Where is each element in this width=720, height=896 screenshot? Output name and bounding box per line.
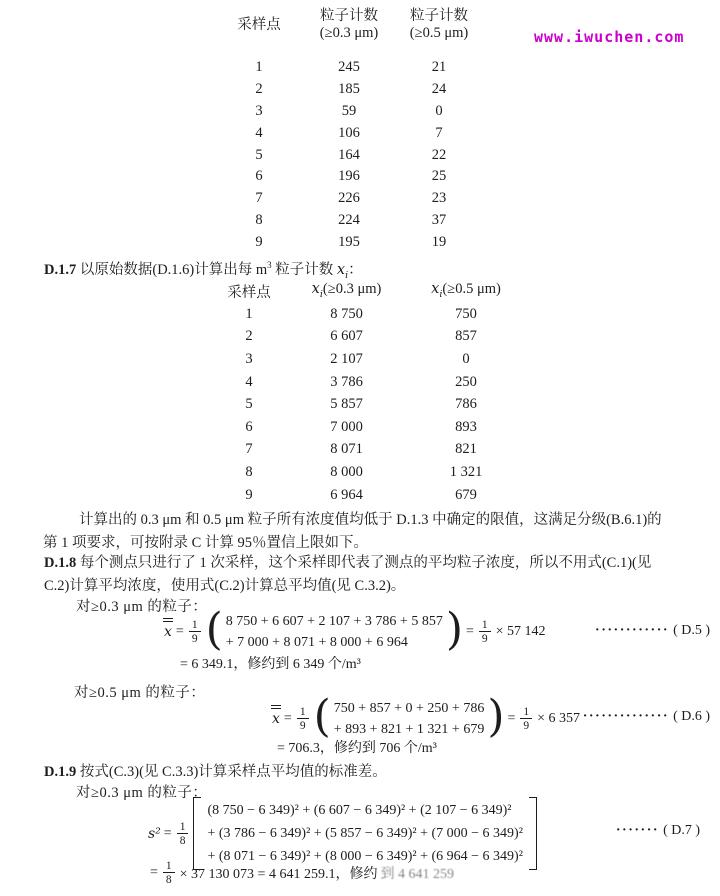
cell-xi-03: 8 000 — [330, 463, 363, 480]
per-m3-table-header — [204, 281, 533, 302]
cell-count-03: 195 — [338, 233, 360, 250]
formula-d7-result: = $\frac{1}{8}$ × 37 130 073 = 4 641 259.1，修约 到 4 641 259 — [150, 860, 454, 886]
variable-x: x — [336, 262, 346, 278]
table-row — [214, 166, 484, 188]
lead-03-particles: 对≥0.3 μm 的粒子： — [76, 599, 208, 615]
fraction-1-8: $\frac{1}{8}$ — [163, 860, 175, 886]
open-paren — [206, 610, 223, 650]
section-d19-heading: D.1.9 按式(C.3)(见 C.3.3)计算采样点平均值的标准差。 — [44, 764, 387, 780]
cell-sample-point: 2 — [255, 81, 263, 98]
equation-label-d7 — [616, 823, 700, 839]
close-paren — [487, 697, 504, 737]
x-double-bar: x — [272, 711, 280, 727]
cell-xi-05: 893 — [455, 418, 477, 435]
equation-number: ( D.5 ) — [673, 623, 710, 638]
cell-count-03: 245 — [338, 59, 360, 76]
table-row — [214, 188, 484, 210]
cell-count-03: 224 — [338, 211, 360, 228]
table-row — [214, 79, 484, 101]
cell-xi-05: 821 — [455, 441, 477, 458]
table-row — [214, 57, 484, 79]
cell-xi-05: 786 — [455, 396, 477, 413]
table-row — [214, 101, 484, 123]
cell-sample-point: 8 — [245, 463, 253, 480]
dot-leader: ······· — [615, 823, 660, 838]
dot-leader: ·············· — [582, 709, 670, 724]
table-row — [204, 326, 533, 349]
formula-d5-result: = 6 349.1，修约到 6 349 个/m³ — [180, 657, 361, 672]
paragraph-line: C.2)计算平均浓度，使用式(C.2)计算总平均值(见 C.3.2)。 — [44, 577, 406, 594]
cell-xi-03: 2 107 — [330, 350, 363, 367]
section-d18 — [44, 552, 699, 597]
cell-xi-03: 6 607 — [330, 328, 363, 345]
col-header-xi-03: $x_i(\ge 0.3$ μm) — [311, 281, 382, 300]
cell-count-05: 7 — [435, 124, 443, 141]
fraction-1-9: $\frac{1}{9}$ — [297, 706, 309, 732]
open-paren — [314, 697, 331, 737]
cell-count-03: 59 — [341, 102, 357, 119]
col-header-count-05: 粒子计数 (≥0.5 μm) — [409, 8, 469, 41]
table-row — [204, 393, 533, 416]
cell-count-05: 25 — [431, 168, 447, 185]
table-row — [214, 122, 484, 144]
formula-d6: x = $\frac{1}{9}$ ( 750 + 857 + 0 + 250 + 786 + 893 + 821 + 1 321 + 679 ) = $\frac{1}{9}$ × 6 357 — [271, 697, 580, 741]
col-header-xi-05: $x_i(\ge 0.5$ μm) — [431, 281, 501, 300]
cell-count-05: 22 — [431, 146, 447, 163]
paragraph-line: 计算出的 0.3 μm 和 0.5 μm 粒子所有浓度值均低于 D.1.3 中确定的限值，这满足分级(B.6.1)的 — [79, 512, 662, 528]
paragraph-limits — [43, 509, 698, 554]
watermark-url: www.iwuchen.com — [534, 28, 685, 46]
cell-count-03: 185 — [338, 81, 360, 98]
clause-number: D.1.9 — [44, 764, 77, 780]
equation-number: ( D.6 ) — [673, 709, 710, 724]
cell-xi-03: 6 964 — [330, 486, 363, 503]
cell-sample-point: 8 — [255, 211, 263, 228]
table-row — [204, 371, 533, 394]
cell-count-03: 226 — [338, 190, 360, 207]
cell-sample-point: 5 — [255, 146, 263, 163]
s-squared: s² — [148, 825, 161, 842]
per-m3-table-body — [204, 303, 533, 506]
x-double-bar: x — [164, 624, 172, 640]
lead-05-particles: 对≥0.5 μm 的粒子： — [74, 685, 206, 701]
cell-sample-point: 2 — [245, 328, 253, 345]
cell-xi-05: 679 — [455, 486, 477, 503]
section-d17-heading: D.1.7 以原始数据(D.1.6)计算出每 $m^3$ 粒子计数 $x_i$： — [44, 260, 363, 281]
table-row — [204, 484, 533, 507]
cell-xi-05: 750 — [455, 305, 477, 322]
cell-sample-point: 7 — [255, 190, 263, 207]
cell-xi-05: 857 — [455, 328, 477, 345]
fraction-1-8: $\frac{1}{8}$ — [177, 821, 189, 847]
equation-label-d6 — [583, 709, 710, 725]
cell-sample-point: 1 — [245, 305, 253, 322]
cell-sample-point: 6 — [255, 168, 263, 185]
cell-sample-point: 6 — [245, 418, 253, 435]
cell-xi-03: 3 786 — [330, 373, 363, 390]
cell-xi-03: 5 857 — [330, 396, 363, 413]
close-bracket — [529, 797, 537, 870]
cell-count-03: 106 — [338, 124, 360, 141]
cell-sample-point: 3 — [245, 350, 253, 367]
table-row — [204, 416, 533, 439]
raw-count-table-header — [214, 8, 484, 42]
lead-03-particles: 对≥0.3 μm 的粒子： — [76, 785, 208, 801]
close-paren — [446, 610, 463, 650]
col-header-count-03: 粒子计数 (≥0.3 μm) — [319, 8, 379, 41]
formula-d6-result: = 706.3，修约到 706 个/m³ — [277, 741, 437, 756]
clause-number: D.1.7 — [44, 262, 77, 278]
cell-count-05: 23 — [431, 190, 447, 207]
cell-xi-03: 8 750 — [330, 305, 363, 322]
cell-sample-point: 9 — [255, 233, 263, 250]
cell-count-03: 164 — [338, 146, 360, 163]
clause-number: D.1.8 — [44, 555, 77, 571]
table-row — [214, 210, 484, 232]
formula-d7: s² = $\frac{1}{8}$ (8 750 − 6 349)² + (6 607 − 6 349)² + (2 107 − 6 349)² + (3 786 − 6 349)² + (5 857 − 6 349)² + (7 000 − 6 349)² + (8 071 − 6 349)² + (8 000 − 6 349)² + (6 964 − 6 349)² — [148, 797, 537, 870]
sum-stack: (8 750 − 6 349)² + (6 607 − 6 349)² + (2 107 − 6 349)² + (3 786 − 6 349)² + (5 857 − 6 349)² + (7 000 − 6 349)² + (8 071 − 6 349)² + (8 000 − 6 349)² + (6 964 − 6 349)² — [207, 803, 523, 864]
cell-sample-point: 4 — [255, 124, 263, 141]
cell-count-03: 196 — [338, 168, 360, 185]
col-header-sample-point: 采样点 — [237, 16, 281, 33]
table-row — [204, 461, 533, 484]
cell-count-05: 24 — [431, 81, 447, 98]
cell-count-05: 21 — [431, 59, 447, 76]
degraded-text: 到 4 641 259 — [380, 867, 454, 882]
sum-stack: 750 + 857 + 0 + 250 + 786 + 893 + 821 + 1 321 + 679 — [333, 701, 485, 737]
table-row — [204, 303, 533, 326]
table-row — [214, 231, 484, 253]
col-header-sample-point: 采样点 — [227, 285, 271, 301]
fraction-1-9: $\frac{1}{9}$ — [520, 706, 532, 732]
sum-stack: 8 750 + 6 607 + 2 107 + 3 786 + 5 857 + 7 000 + 8 071 + 8 000 + 6 964 — [225, 614, 443, 650]
cell-xi-05: 0 — [462, 350, 470, 367]
cell-xi-05: 250 — [455, 373, 477, 390]
paragraph-line: D.1.8 每个测点只进行了 1 次采样，这个采样即代表了测点的平均粒子浓度，所以不用式(C.1)(见 — [44, 555, 652, 571]
cell-sample-point: 3 — [255, 102, 263, 119]
dot-leader: ············ — [595, 623, 670, 638]
raw-count-table-body — [214, 57, 484, 253]
table-row — [204, 439, 533, 462]
cell-xi-03: 8 071 — [330, 441, 363, 458]
equation-number: ( D.7 ) — [663, 823, 700, 838]
table-row — [214, 144, 484, 166]
fraction-1-9: $\frac{1}{9}$ — [189, 619, 201, 645]
cell-count-05: 0 — [435, 102, 443, 119]
formula-d5: x = $\frac{1}{9}$ ( 8 750 + 6 607 + 2 107 + 3 786 + 5 857 + 7 000 + 8 071 + 8 000 + 6 964 ) = $\frac{1}{9}$ × 57 142 — [163, 610, 546, 654]
equation-label-d5 — [595, 623, 710, 639]
paragraph-line: 第 1 项要求，可按附录 C 计算 95％置信上限如下。 — [43, 534, 369, 551]
cell-sample-point: 9 — [245, 486, 253, 503]
table-row — [204, 348, 533, 371]
cell-sample-point: 5 — [245, 396, 253, 413]
cell-xi-03: 7 000 — [330, 418, 363, 435]
cell-sample-point: 1 — [255, 59, 263, 76]
cell-sample-point: 4 — [245, 373, 253, 390]
cell-count-05: 19 — [431, 233, 447, 250]
fraction-1-9: $\frac{1}{9}$ — [479, 619, 491, 645]
cell-count-05: 37 — [431, 211, 447, 228]
cell-sample-point: 7 — [245, 441, 253, 458]
cell-xi-05: 1 321 — [449, 463, 483, 480]
